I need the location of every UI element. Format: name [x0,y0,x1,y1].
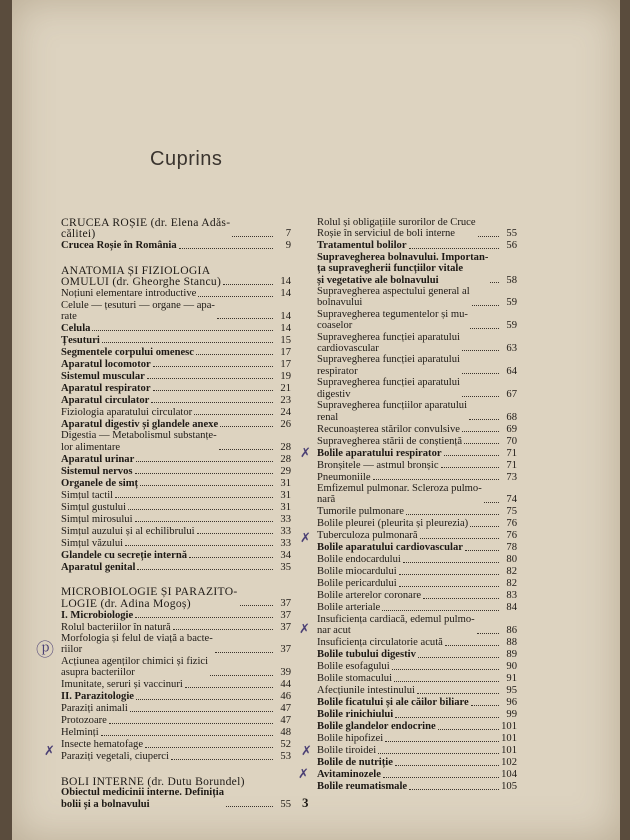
toc-entry-page: 105 [501,781,517,793]
toc-entry-title: Paraziți animali [61,703,128,715]
toc-entry-page: 34 [280,549,291,561]
handwritten-circle-mark: ⓟ [36,640,54,661]
dot-leader [194,403,273,415]
toc-entry-page: 76 [506,518,517,530]
toc-entry-page: 75 [506,506,517,518]
toc-entry-title: Tuberculoza pulmonară [317,530,418,542]
dot-leader [140,474,273,486]
toc-entry-page: 17 [280,347,291,359]
dot-leader [409,237,499,249]
dot-leader [471,694,499,706]
toc-entry-title: Simțul auzului și al echilibrului [61,525,195,537]
dot-leader [151,391,273,403]
toc-entry-page: 91 [506,673,517,685]
toc-entry-title: Crucea Roșie în România [61,240,177,252]
toc-entry-page: 84 [506,602,517,614]
dot-leader [420,527,499,539]
toc-entry-page: 14 [280,276,291,288]
dot-leader [198,285,273,297]
toc-entry-title: Celule — țesuturi — organe — apa- rate [61,299,215,323]
toc-entry-title: Supravegherea funcției aparatului cardiovascular [317,331,460,355]
toc-entry-page: 59 [506,320,517,332]
toc-entry-page: 33 [280,537,291,549]
dot-leader [145,736,273,748]
toc-entry-page: 14 [280,288,291,300]
dot-leader [210,664,273,676]
toc-entry-page: 19 [280,371,291,383]
toc-entry-page: 101 [501,745,517,757]
toc-entry-page: 9 [285,240,291,252]
toc-entry-title: Aparatul genital [61,561,136,573]
toc-entry-page: 86 [506,625,517,637]
dot-leader [423,587,499,599]
toc-entry [61,240,291,252]
toc-entry-page: 59 [506,297,517,309]
dot-leader [462,385,499,397]
toc-entry [61,621,291,633]
dot-leader [130,700,273,712]
toc-entry-page: 55 [506,228,517,240]
dot-leader [484,491,499,503]
toc-entry-page: 99 [506,709,517,721]
toc-entry-title: Tumorile pulmonare [317,506,404,518]
toc-entry-title: Bolile arterelor coronare [317,590,422,602]
toc-entry-page: 37 [280,621,291,633]
toc-entry-page: 31 [280,477,291,489]
toc-entry [317,309,517,332]
toc-entry-title: Recunoașterea stărilor convulsive [317,423,460,435]
dot-leader [136,450,273,462]
page-title: Cuprins [150,148,223,170]
toc-entry-title: Bolile aparatului respirator [317,447,442,459]
toc-entry [61,633,291,656]
toc-entry [61,288,291,300]
toc-entry-title: Bolile endocardului [317,554,401,566]
dot-leader [438,718,499,730]
toc-entry-page: 70 [506,435,517,447]
dot-leader [382,599,499,611]
toc-entry-page: 26 [280,419,291,431]
toc-entry-title: Rolul bacteriilor în natură [61,621,171,633]
toc-entry-page: 14 [280,311,291,323]
toc-entry-title: Helminți [61,727,99,739]
dot-leader [490,271,499,283]
toc-entry-page: 64 [506,365,517,377]
toc-entry-title: Organele de simț [61,477,139,489]
dot-leader [472,294,499,306]
dot-leader [173,618,273,630]
dot-leader [92,319,273,331]
dot-leader [135,462,273,474]
dot-leader [179,237,273,249]
toc-entry-title: Bolile tubului digestiv [317,649,416,661]
handwritten-check-mark: ✗ [300,531,311,546]
toc-left-column [61,217,291,810]
toc-entry-title: Paraziți vegetali, ciuperci [61,751,169,763]
toc-entry-page: 58 [506,274,517,286]
dot-leader [417,682,499,694]
dot-leader [115,486,273,498]
dot-leader [462,339,499,351]
toc-entry-page: 31 [280,501,291,513]
dot-leader [373,468,499,480]
dot-leader [219,438,273,450]
toc-entry-page: 37 [280,609,291,621]
dot-leader [465,539,499,551]
toc-entry [317,332,517,355]
toc-entry-page: 47 [280,703,291,715]
toc-entry-title: Simțul văzului [61,537,124,549]
toc-entry-page: 96 [506,697,517,709]
toc-entry-page: 56 [506,240,517,252]
toc-entry-page: 23 [280,395,291,407]
toc-entry-page: 68 [506,411,517,423]
dot-leader [109,712,273,724]
toc-entry-title: Celula [61,323,91,335]
toc-entry-page: 48 [280,727,291,739]
toc-entry-title: Glandele cu secreție internă [61,549,188,561]
toc-entry-title: MICROBIOLOGIE ȘI PARAZITO- LOGIE (dr. Adina Mogoș) [61,585,238,610]
dot-leader [215,641,273,653]
toc-entry-page: 73 [506,471,517,483]
dot-leader [137,558,273,570]
toc-entry-title: Supravegherea stării de conștiență [317,435,463,447]
toc-entry [317,252,517,286]
dot-leader [135,510,273,522]
toc-entry-page: 7 [285,228,291,240]
toc-entry-title: Aparatul urinar [61,453,135,465]
toc-entry [317,471,517,483]
toc-entry-title: Sistemul muscular [61,371,145,383]
dot-leader [125,534,273,546]
book-page [12,0,620,840]
handwritten-check-mark: ✗ [298,767,309,782]
handwritten-check-mark: ✗ [299,622,310,637]
dot-leader [409,778,499,790]
toc-entry-page: 39 [280,667,291,679]
toc-entry-title: Emfizemul pulmonar. Scleroza pulmo- nară [317,482,482,506]
dot-leader [220,415,273,427]
toc-entry-title: Segmentele corpului omenesc [61,347,194,359]
toc-entry [61,776,291,787]
dot-leader [469,408,499,420]
dot-leader [147,367,273,379]
toc-entry-page: 35 [280,561,291,573]
toc-entry-title: Insuficiența circulatorie acută [317,637,443,649]
toc-entry-title: Avitaminozele [317,769,381,781]
dot-leader [477,622,499,634]
page-number: 3 [302,795,309,810]
toc-entry-page: 90 [506,661,517,673]
toc-entry-title: Bolile arteriale [317,602,381,614]
dot-leader [136,688,273,700]
toc-entry-title: Insuficiența cardiacă, edemul pulmo- nar acut [317,613,475,637]
toc-entry-page: 71 [506,459,517,471]
dot-leader [223,273,273,285]
toc-entry-title: Morfologia și felul de viață a bacte- riilor [61,633,213,656]
toc-entry-title: ANATOMIA ȘI FIZIOLOGIA OMULUI (dr. Gheorghe Stancu) [61,263,222,289]
toc-entry [61,561,291,573]
dot-leader [185,676,273,688]
toc-entry-title: II. Parazitologie [61,691,134,703]
toc-entry-page: 76 [506,530,517,542]
toc-entry-page: 88 [506,637,517,649]
toc-entry-title: Supravegherea bolnavului. Importan- ța supravegherii funcțiilor vitale și vegetative ale bolnavului [317,251,489,286]
toc-entry-page: 63 [506,343,517,355]
dot-leader [478,225,499,237]
toc-entry-title: Rolul și obligațiile surorilor de Cruce Roșie în serviciul de boli interne [317,217,476,240]
toc-entry-page: 21 [280,383,291,395]
toc-entry-page: 24 [280,407,291,419]
dot-leader [153,379,273,391]
dot-leader [399,563,499,575]
toc-entry-title: I. Microbiologie [61,609,134,621]
toc-entry-page: 31 [280,489,291,501]
dot-leader [441,456,499,468]
dot-leader [406,503,499,515]
toc-entry-title: Bolile miocardului [317,566,397,578]
dot-leader [128,498,273,510]
toc-entry-page: 104 [501,769,517,781]
toc-entry-title: BOLI INTERNE (dr. Dutu Borundel) [61,774,245,788]
dot-leader [394,670,499,682]
dot-leader [240,594,273,606]
toc-entry-title: Bolile stomacului [317,673,393,685]
toc-entry-title: Aparatul respirator [61,383,151,395]
dot-leader [378,742,499,754]
toc-entry-title: Simțul gustului [61,501,127,513]
toc-entry-title: Bolile glandelor endocrine [317,721,436,733]
toc-entry-title: Supravegherea funcțiilor aparatului renal [317,400,468,423]
toc-entry-page: 74 [506,494,517,506]
handwritten-check-mark: ✗ [301,744,312,759]
toc-entry-page: 71 [506,447,517,459]
toc-entry-title: Bolile pericardului [317,578,397,590]
toc-entry [61,418,291,430]
toc-entry-page: 46 [280,691,291,703]
toc-entry-title: Bolile esofagului [317,661,390,673]
dot-leader [392,658,499,670]
handwritten-check-mark: ✗ [44,744,55,759]
dot-leader [418,646,499,658]
toc-entry-page: 53 [280,751,291,763]
toc-entry-page: 15 [280,335,291,347]
dot-leader [395,754,499,766]
dot-leader [196,343,273,355]
toc-entry-title: Aparatul locomotor [61,359,151,371]
dot-leader [445,634,499,646]
toc-entry-page: 14 [280,323,291,335]
toc-entry-title: Bolile aparatului cardiovascular [317,542,463,554]
toc-entry-page: 101 [501,721,517,733]
dot-leader [462,362,499,374]
toc-entry [317,602,517,614]
toc-entry-page: 69 [506,423,517,435]
toc-entry [317,240,517,252]
toc-entry-title: Bronșitele — astmul bronșic [317,459,439,471]
toc-entry-title: Digestia — Metabolismul substanțe- lor alimentare [61,430,217,453]
toc-entry-page: 28 [280,441,291,453]
toc-entry-page: 89 [506,649,517,661]
toc-entry-title: Aparatul digestiv și glandele anexe [61,419,219,431]
toc-entry-page: 33 [280,525,291,537]
dot-leader [135,606,273,618]
dot-leader [101,724,273,736]
toc-entry [317,286,517,309]
dot-leader [197,522,273,534]
toc-entry-title: Afecțiunile intestinului [317,685,415,697]
dot-leader [189,546,273,558]
dot-leader [470,317,499,329]
toc-entry-title: Bolile pleurei (pleurita și pleurezia) [317,518,469,530]
dot-leader [403,551,499,563]
toc-entry [317,377,517,400]
dot-leader [232,225,273,237]
dot-leader [395,706,499,718]
toc-entry-title: Supravegherea tegumentelor și mu- coaselor [317,308,468,332]
toc-entry-title: Țesuturi [61,335,100,347]
toc-entry-title: Pneumoniile [317,471,371,483]
dot-leader [470,515,499,527]
toc-entry-title: Bolile hipofizei [317,733,384,745]
toc-entry-title: Simțul tactil [61,489,114,501]
handwritten-check-mark: ✗ [300,446,311,461]
toc-entry-page: 33 [280,513,291,525]
toc-entry-page: 80 [506,554,517,566]
dot-leader [102,331,273,343]
toc-entry-page: 55 [280,798,291,810]
dot-leader [383,766,499,778]
toc-entry-title: Bolile tiroidei [317,745,377,757]
toc-entry-page: 95 [506,685,517,697]
toc-entry-page: 44 [280,679,291,691]
toc-entry [61,751,291,763]
toc-entry-title: Supravegherea funcției aparatului respirator [317,354,460,377]
dot-leader [171,748,273,760]
dot-leader [153,355,273,367]
dot-leader [399,575,499,587]
toc-entry-title: Supravegherea funcției aparatului digestiv [317,377,460,400]
toc-entry-title: Bolile ficatului și ale căilor biliare [317,697,469,709]
dot-leader [462,420,499,432]
toc-entry-title: Aparatul circulator [61,395,150,407]
toc-entry-page: 82 [506,566,517,578]
toc-entry-title: Obiectul medicinii interne. Definiția bolii și a bolnavului [61,787,225,810]
toc-entry-page: 37 [280,597,291,609]
toc-entry-page: 83 [506,590,517,602]
toc-entry-title: Fiziologia aparatului circulator [61,407,193,419]
toc-entry [317,354,517,377]
toc-entry-page: 47 [280,715,291,727]
toc-entry-title: Supravegherea aspectului general al bolnavului [317,286,470,309]
toc-entry-title: Noțiuni elementare introductive [61,288,197,300]
toc-entry-title: Bolile de nutriție [317,757,393,769]
toc-entry-page: 102 [501,757,517,769]
toc-entry-page: 37 [280,644,291,656]
toc-entry-title: Protozoare [61,715,107,727]
toc-entry-title: Sistemul nervos [61,465,133,477]
toc-entry-page: 78 [506,542,517,554]
toc-entry-title: Bolile reumatismale [317,781,408,793]
toc-right-column [317,217,517,793]
toc-entry-page: 82 [506,578,517,590]
dot-leader [226,795,273,807]
toc-entry [61,787,291,810]
dot-leader [444,444,499,456]
toc-entry-title: Acțiunea agenților chimici și fizici asupra bacteriilor [61,655,209,679]
toc-entry-title: Insecte hematofage [61,739,144,751]
toc-entry-page: 29 [280,465,291,477]
toc-entry-page: 67 [506,388,517,400]
dot-leader [385,730,499,742]
dot-leader [217,307,273,319]
toc-entry-title: Imunitate, seruri și vaccinuri [61,679,183,691]
toc-entry-page: 101 [501,733,517,745]
toc-entry-page: 28 [280,453,291,465]
toc-entry [317,781,517,793]
toc-entry-title: Bolile rinichiului [317,709,394,721]
toc-entry-title: CRUCEA ROȘIE (dr. Elena Adăs- călitei) [61,216,231,241]
toc-entry-page: 17 [280,359,291,371]
toc-entry-page: 52 [280,739,291,751]
toc-entry-title: Tratamentul bolilor [317,240,407,252]
toc-entry-title: Simțul mirosului [61,513,133,525]
dot-leader [464,432,499,444]
